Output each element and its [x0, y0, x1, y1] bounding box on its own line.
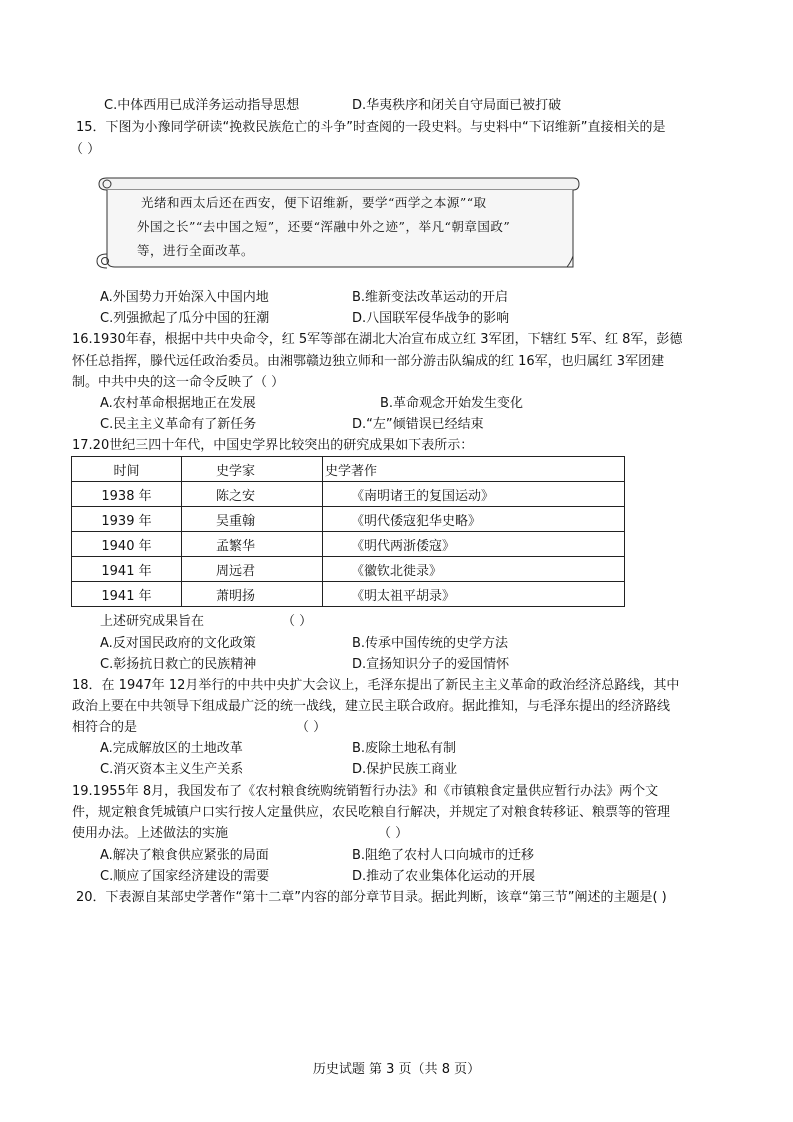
row-historian: 周远君 [182, 557, 323, 582]
row-work: 《明太祖平胡录》 [323, 582, 625, 607]
q16-option-c: C.民主主义革命有了新任务 [100, 417, 257, 432]
row-historian: 吴重翰 [182, 507, 323, 532]
q18-option-b: B.废除土地私有制 [352, 741, 457, 756]
page-footer: 历史试题 第 3 页（共 8 页） [312, 1062, 481, 1077]
q17-paren: （ ） [282, 614, 313, 629]
row-work: 《徽钦北徙录》 [323, 557, 625, 582]
q19-stem-3: 使用办法。上述做法的实施 [72, 826, 229, 841]
row-year: 1939 年 [72, 507, 182, 532]
q18-stem-1: 18．在 1947年 12月举行的中共中央扩大会议上，毛泽东提出了新民主主义革命的政治经济总路线，其中 [72, 678, 680, 693]
q19-paren: （ ） [378, 826, 409, 841]
q15-quote-line-1: 光绪和西太后还在西安，便下诏维新，要学“西学之本源”“取 [141, 195, 487, 210]
q15-option-c: C.列强掀起了瓜分中国的狂潮 [100, 311, 270, 326]
q19-option-b: B.阻绝了农村人口向城市的迁移 [352, 848, 535, 863]
q14-option-d: D.华夷秩序和闭关自守局面已被打破 [352, 98, 562, 113]
header-time: 时间 [72, 457, 182, 482]
q16-option-b: B.革命观念开始发生变化 [380, 396, 524, 411]
q15-quote-line-2: 外国之长”“去中国之短”，还要“浑融中外之迹”，举凡“朝章国政” [137, 219, 511, 234]
q15-option-d: D.八国联军侵华战争的影响 [352, 311, 510, 326]
row-historian: 孟繁华 [182, 532, 323, 557]
q19-option-d: D.推动了农业集体化运动的开展 [352, 869, 536, 884]
q18-paren: （ ） [296, 720, 327, 735]
q19-option-c: C.顺应了国家经济建设的需要 [100, 869, 270, 884]
q15-option-a: A.外国势力开始深入中国内地 [100, 290, 269, 305]
q15-stem: 15．下图为小豫同学研读“挽救民族危亡的斗争”时查阅的一段史料。与史料中“下诏维新”直接相关的是 [76, 120, 666, 135]
table-row [72, 532, 625, 557]
q17-option-c: C.彰扬抗日救亡的民族精神 [100, 657, 257, 672]
q17-option-b: B.传承中国传统的史学方法 [352, 636, 509, 651]
q19-option-a: A.解决了粮食供应紧张的局面 [100, 848, 269, 863]
q18-option-a: A.完成解放区的土地改革 [100, 741, 243, 756]
q16-stem-2: 怀任总指挥，滕代远任政治委员。由湘鄂赣边独立师和一部分游击队编成的红 16军，也归属红 3军团建 [72, 354, 665, 369]
row-work: 《南明诸王的复国运动》 [323, 482, 625, 507]
q17-after-table: 上述研究成果旨在 [100, 614, 205, 629]
q16-option-a: A.农村革命根据地正在发展 [100, 396, 256, 411]
q17-option-d: D.宣扬知识分子的爱国情怀 [352, 657, 510, 672]
q15-quote-scroll [93, 170, 581, 270]
q18-option-d: D.保护民族工商业 [352, 762, 458, 777]
q15-option-b: B.维新变法改革运动的开启 [352, 290, 509, 305]
q18-option-c: C.消灭资本主义生产关系 [100, 762, 244, 777]
row-work: 《明代两浙倭寇》 [323, 532, 625, 557]
row-work: 《明代倭寇犯华史略》 [323, 507, 625, 532]
q19-stem-1: 19.1955年 8月，我国发布了《农村粮食统购统销暂行办法》和《市镇粮食定量供应暂行办法》两个文 [72, 784, 659, 799]
row-year: 1938 年 [72, 482, 182, 507]
row-year: 1941 年 [72, 582, 182, 607]
q15-quote-line-3: 等，进行全面改革。 [137, 243, 255, 258]
q15-paren: （ ） [70, 142, 101, 157]
header-work: 史学著作 [323, 457, 625, 482]
q17-option-a: A.反对国民政府的文化政策 [100, 636, 256, 651]
q17-stem: 17.20世纪三四十年代，中国史学界比较突出的研究成果如下表所示： [72, 438, 474, 453]
table-row [72, 582, 625, 607]
header-historian: 史学家 [182, 457, 323, 482]
q16-option-d: D.“左”倾错误已经结束 [352, 417, 484, 432]
q17-table [71, 456, 625, 607]
table-header-row [72, 457, 625, 482]
row-year: 1941 年 [72, 557, 182, 582]
table-row [72, 482, 625, 507]
q16-stem-1: 16.1930年春，根据中共中央命令，红 5军等部在湖北大冶宣布成立红 3军团，下辖红 5军、红 8军，彭德 [72, 332, 683, 347]
q20-stem: 20．下表源自某部史学著作“第十二章”内容的部分章节目录。据此判断，该章“第三节”阐述的主题是( ) [76, 890, 667, 905]
row-year: 1940 年 [72, 532, 182, 557]
q19-stem-2: 件，规定粮食凭城镇户口实行按人定量供应，农民吃粮自行解决，并规定了对粮食转移证、粮票等的管理 [72, 805, 671, 820]
q16-stem-3: 制。中共中央的这一命令反映了（ ） [72, 375, 285, 390]
q18-stem-2: 政治上要在中共领导下组成最广泛的统一战线，建立民主联合政府。据此推知，与毛泽东提出的经济路线 [72, 699, 671, 714]
table-row [72, 557, 625, 582]
q18-stem-3: 相符合的是 [72, 720, 138, 735]
q14-option-c: C.中体西用已成洋务运动指导思想 [104, 98, 300, 113]
row-historian: 陈之安 [182, 482, 323, 507]
table-row [72, 507, 625, 532]
row-historian: 萧明扬 [182, 582, 323, 607]
